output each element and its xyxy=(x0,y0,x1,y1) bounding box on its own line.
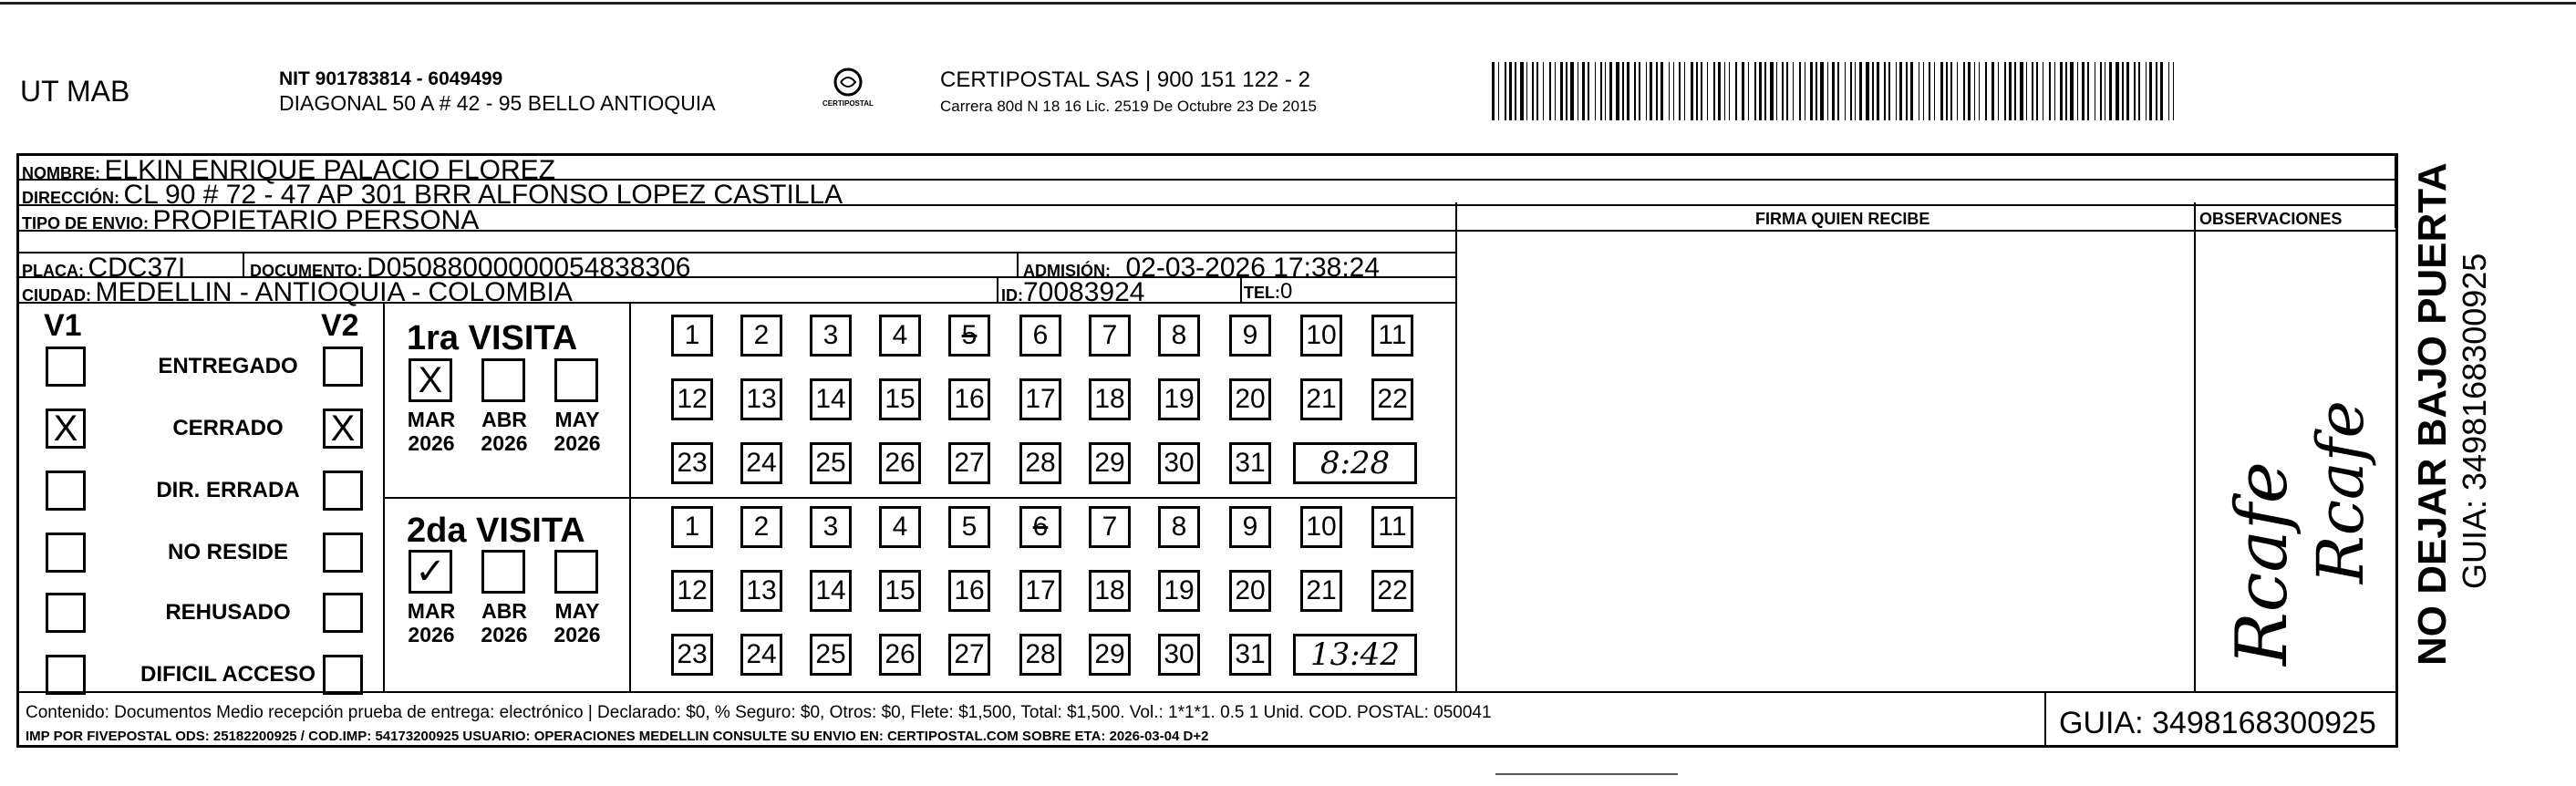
company-name: UT MAB xyxy=(20,75,130,108)
barcode-bar xyxy=(2070,62,2074,120)
barcode-bar xyxy=(1669,62,1670,120)
barcode-bar xyxy=(1536,62,1538,120)
day-box[interactable]: 24 xyxy=(740,634,782,676)
firma-label: FIRMA QUIEN RECIBE xyxy=(1755,210,1930,228)
v1-checkbox[interactable] xyxy=(46,471,86,511)
day-box[interactable]: 1 xyxy=(671,506,713,548)
id-value: 70083924 xyxy=(1023,277,1145,307)
barcode-bar xyxy=(1906,62,1908,120)
barcode-bar xyxy=(1724,62,1725,120)
handwritten-observation-1: Rcafe xyxy=(2221,461,2303,666)
barcode-bar xyxy=(2082,62,2085,120)
barcode-bar xyxy=(1498,62,1499,120)
barcode-bar xyxy=(1910,62,1913,120)
barcode-bar xyxy=(1770,62,1774,120)
barcode-bar xyxy=(1505,62,1506,120)
status-label: REHUSADO xyxy=(165,600,291,625)
barcode-bar xyxy=(1566,62,1567,120)
barcode-bar xyxy=(1888,62,1890,120)
barcode-bar xyxy=(1793,62,1794,120)
barcode-bar xyxy=(2054,62,2055,120)
day-box[interactable]: 31 xyxy=(1229,442,1271,484)
month-year: 2026 xyxy=(408,623,455,647)
visit-separator xyxy=(383,497,1455,499)
ciudad-label: CIUDAD: xyxy=(22,286,91,305)
month-checkbox[interactable]: X xyxy=(409,358,452,402)
day-box[interactable]: 9 xyxy=(1229,506,1271,548)
day-box[interactable]: 13 xyxy=(740,570,782,612)
barcode-bar xyxy=(1974,62,1975,120)
barcode-bar xyxy=(1609,62,1612,120)
day-box[interactable]: 30 xyxy=(1158,442,1200,484)
nombre-value: ELKIN ENRIQUE PALACIO FLOREZ xyxy=(104,155,556,185)
month-name: MAY xyxy=(554,599,600,623)
certipostal-logo xyxy=(821,66,875,115)
day-box[interactable]: 18 xyxy=(1089,570,1131,612)
barcode-bar xyxy=(1786,62,1788,120)
direccion-label: DIRECCIÓN: xyxy=(22,189,119,207)
day-box[interactable]: 30 xyxy=(1158,634,1200,676)
barcode-bar xyxy=(1679,62,1681,120)
id-label: ID: xyxy=(1001,286,1023,305)
day-box[interactable]: 28 xyxy=(1019,634,1061,676)
month-year: 2026 xyxy=(408,431,455,456)
id-field xyxy=(1001,279,1144,306)
footer-guia: GUIA: 3498168300925 xyxy=(2059,706,2376,740)
month-checkbox[interactable] xyxy=(554,550,598,594)
status-label: ENTREGADO xyxy=(158,354,298,378)
handwritten-observation-2: Rcafe xyxy=(2303,400,2378,584)
row-line xyxy=(16,691,2398,693)
barcode-bar xyxy=(1622,62,1624,120)
day-box[interactable]: 22 xyxy=(1371,570,1413,612)
barcode-bar xyxy=(1754,62,1756,120)
day-box[interactable]: 13 xyxy=(740,378,782,420)
barcode-bar xyxy=(1837,62,1839,120)
day-box[interactable]: 25 xyxy=(810,442,852,484)
v1-label: V1 xyxy=(44,308,82,343)
barcode-bar xyxy=(1820,62,1824,120)
day-box[interactable]: 12 xyxy=(671,570,713,612)
barcode-bar xyxy=(1759,62,1762,120)
month-name: MAY xyxy=(554,408,600,431)
day-box[interactable]: 4 xyxy=(879,315,921,357)
barcode-bar xyxy=(1696,62,1698,120)
day-box[interactable]: 16 xyxy=(948,378,990,420)
v2-checkbox[interactable] xyxy=(323,593,363,633)
barcode-bar xyxy=(2077,62,2078,120)
barcode-bar xyxy=(1673,62,1674,120)
barcode-bar xyxy=(2032,62,2033,120)
barcode-bar xyxy=(1872,62,1874,120)
day-box[interactable]: 11 xyxy=(1371,506,1413,548)
barcode-bar xyxy=(2100,62,2102,120)
barcode-bar xyxy=(1701,62,1702,120)
day-box[interactable]: 6 xyxy=(1019,315,1061,357)
month-checkbox[interactable] xyxy=(481,550,525,594)
barcode-bar xyxy=(1634,62,1636,120)
documento-value: D05088000000054838306 xyxy=(367,253,691,283)
v2-checkbox[interactable] xyxy=(323,471,363,511)
footer-line1: Contenido: Documentos Medio recepción prueba de entrega: electrónico | Declarado: $0, % Seguro: $0, Otros: $0, Flete: $1,500, Total: $1,500. Vol.: 1*1*1. 0.5 1 Unid. COD. POSTAL: 050041 xyxy=(26,703,1492,722)
v1-checkbox[interactable] xyxy=(46,346,86,387)
barcode-bar xyxy=(2049,62,2051,120)
day-box[interactable]: 3 xyxy=(810,315,852,357)
barcode-bar xyxy=(1845,62,1846,120)
day-box[interactable]: 10 xyxy=(1300,506,1342,548)
barcode-bar xyxy=(2138,62,2140,120)
barcode-bar xyxy=(1492,62,1495,120)
certipostal-line2: Carrera 80d N 18 16 Lic. 2519 De Octubre 23 De 2015 xyxy=(940,98,1317,115)
col-line xyxy=(2044,691,2046,748)
barcode-bar xyxy=(1616,62,1619,120)
barcode-bar xyxy=(2026,62,2027,120)
barcode-bar xyxy=(1509,62,1512,120)
logo-text: CERTIPOSTAL xyxy=(822,99,874,108)
day-box[interactable]: 26 xyxy=(879,442,921,484)
nombre-label: NOMBRE: xyxy=(22,164,100,182)
day-box[interactable]: 1 xyxy=(671,315,713,357)
tipo-label: TIPO DE ENVIO: xyxy=(22,214,150,233)
month-label xyxy=(545,599,609,647)
barcode-bar xyxy=(1735,62,1737,120)
v1-checkbox[interactable] xyxy=(46,533,86,573)
barcode-bar xyxy=(1884,62,1886,120)
day-box[interactable]: 7 xyxy=(1089,315,1131,357)
month-year: 2026 xyxy=(553,623,601,647)
ciudad-value: MEDELLIN - ANTIOQUIA - COLOMBIA xyxy=(95,277,573,307)
month-checkbox[interactable]: ✓ xyxy=(409,550,452,594)
barcode-bar xyxy=(1588,62,1589,120)
barcode-bar xyxy=(1940,62,1943,120)
col-line xyxy=(2395,153,2396,228)
barcode-bar xyxy=(1605,62,1606,120)
handwritten-time-box[interactable]: 8:28 xyxy=(1293,442,1417,484)
day-box[interactable]: 17 xyxy=(1019,570,1061,612)
barcode-bar xyxy=(1742,62,1744,120)
side-guia: GUIA: 3498168300925 xyxy=(2456,253,2493,589)
v1-checkbox[interactable]: X xyxy=(46,409,86,449)
month-checkbox[interactable] xyxy=(481,358,525,402)
placa-value: CDC37I xyxy=(88,253,186,283)
barcode-bar xyxy=(1896,62,1897,120)
barcode-bar xyxy=(1582,62,1585,120)
day-box[interactable]: 31 xyxy=(1229,634,1271,676)
month-label xyxy=(472,599,536,647)
barcode-bar xyxy=(1985,62,1987,120)
day-box[interactable]: 23 xyxy=(671,634,713,676)
observaciones-label: OBSERVACIONES xyxy=(2199,210,2343,228)
day-box[interactable]: 2 xyxy=(740,506,782,548)
barcode-bar xyxy=(2009,62,2012,120)
day-box[interactable]: 8 xyxy=(1158,506,1200,548)
barcode-bar xyxy=(2014,62,2016,120)
barcode-bar xyxy=(2087,62,2089,120)
month-label xyxy=(399,408,463,456)
v2-checkbox[interactable] xyxy=(323,346,363,387)
barcode-bar xyxy=(1555,62,1556,120)
month-name: MAR xyxy=(407,408,456,431)
barcode-bar xyxy=(1850,62,1852,120)
barcode-bar xyxy=(1595,62,1596,120)
barcode-bar xyxy=(1946,62,1948,120)
barcode-bar xyxy=(1877,62,1879,120)
day-box[interactable]: 25 xyxy=(810,634,852,676)
barcode-bar xyxy=(1827,62,1828,120)
certipostal-line1: CERTIPOSTAL SAS | 900 151 122 - 2 xyxy=(940,67,1310,92)
month-name: ABR xyxy=(481,408,527,431)
day-box[interactable]: 9 xyxy=(1229,315,1271,357)
barcode-bar xyxy=(1656,62,1658,120)
barcode-bar xyxy=(2160,62,2163,120)
barcode-bar xyxy=(1713,62,1715,120)
barcode-bar xyxy=(2168,62,2169,120)
barcode xyxy=(1492,62,2178,120)
ciudad-field xyxy=(22,279,573,306)
barcode-bar xyxy=(1520,62,1524,120)
tel-value: 0 xyxy=(1280,279,1293,304)
barcode-bar xyxy=(1810,62,1813,120)
month-year: 2026 xyxy=(481,623,528,647)
footer-line2: IMP POR FIVEPOSTAL ODS: 25182200925 / COD.IMP: 54173200925 USUARIO: OPERACIONES MEDELLIN CONSULTE SU ENVIO EN: CERTIPOSTAL.COM SOBRE ETA: 2026-03-04 D+2 xyxy=(26,729,1209,744)
day-box[interactable]: 21 xyxy=(1300,378,1342,420)
barcode-bar xyxy=(1866,62,1869,120)
month-name: ABR xyxy=(481,599,527,623)
barcode-bar xyxy=(1855,62,1856,120)
barcode-bar xyxy=(2146,62,2147,120)
col-line xyxy=(243,252,244,276)
scan-edge xyxy=(0,2,2576,5)
day-box[interactable]: 19 xyxy=(1158,570,1200,612)
v1-checkbox[interactable] xyxy=(46,655,86,695)
barcode-bar xyxy=(1600,62,1602,120)
barcode-bar xyxy=(1816,62,1817,120)
barcode-bar xyxy=(1923,62,1924,120)
visit2-title: 2da VISITA xyxy=(407,512,585,550)
month-label xyxy=(399,599,463,647)
barcode-bar xyxy=(1859,62,1862,120)
day-box[interactable]: 3 xyxy=(810,506,852,548)
day-box[interactable]: 14 xyxy=(810,570,852,612)
barcode-bar xyxy=(2020,62,2023,120)
barcode-bar xyxy=(1646,62,1647,120)
barcode-bar xyxy=(1570,62,1574,120)
scan-edge-bottom xyxy=(1495,773,1678,775)
month-year: 2026 xyxy=(553,431,601,456)
day-box[interactable]: 27 xyxy=(948,442,990,484)
barcode-bar xyxy=(1639,62,1640,120)
tel-field xyxy=(1244,281,1292,303)
day-box[interactable]: 18 xyxy=(1089,378,1131,420)
barcode-bar xyxy=(1776,62,1777,120)
barcode-bar xyxy=(1929,62,1930,120)
barcode-bar xyxy=(1832,62,1835,120)
v2-label: V2 xyxy=(321,308,359,343)
month-year: 2026 xyxy=(481,431,528,456)
barcode-bar xyxy=(2116,62,2119,120)
day-box[interactable]: 7 xyxy=(1089,506,1131,548)
address-line: DIAGONAL 50 A # 42 - 95 BELLO ANTIOQUIA xyxy=(279,91,716,115)
day-box[interactable]: 11 xyxy=(1371,315,1413,357)
tipo-row xyxy=(22,207,479,234)
barcode-bar xyxy=(2156,62,2157,120)
day-box[interactable]: 20 xyxy=(1229,378,1271,420)
barcode-bar xyxy=(1515,62,1516,120)
placa-label: PLACA: xyxy=(22,262,84,280)
day-box[interactable]: 4 xyxy=(879,506,921,548)
barcode-bar xyxy=(1968,62,1971,120)
barcode-bar xyxy=(1998,62,1999,120)
tipo-value: PROPIETARIO PERSONA xyxy=(152,205,480,235)
day-box[interactable]: 27 xyxy=(948,634,990,676)
day-box[interactable]: 24 xyxy=(740,442,782,484)
barcode-bar xyxy=(1782,62,1784,120)
barcode-bar xyxy=(2126,62,2129,120)
barcode-bar xyxy=(2134,62,2136,120)
day-box[interactable]: 21 xyxy=(1300,570,1342,612)
barcode-bar xyxy=(1549,62,1551,120)
status-label: NO RESIDE xyxy=(167,540,289,564)
tel-label: TEL: xyxy=(1244,284,1280,302)
day-box[interactable]: 5 xyxy=(948,506,990,548)
barcode-bar xyxy=(1799,62,1801,120)
month-label xyxy=(472,408,536,456)
barcode-bar xyxy=(2122,62,2124,120)
day-box[interactable]: 16 xyxy=(948,570,990,612)
day-box[interactable]: 15 xyxy=(879,378,921,420)
month-label xyxy=(545,408,609,456)
barcode-bar xyxy=(2173,62,2174,120)
day-box-crossed[interactable]: 5 xyxy=(948,315,990,357)
month-checkbox[interactable] xyxy=(554,358,598,402)
nit-line: NIT 901783814 - 6049499 xyxy=(279,68,503,89)
barcode-bar xyxy=(1748,62,1749,120)
no-dejar-bajo-puerta: NO DEJAR BAJO PUERTA xyxy=(2410,162,2455,666)
day-box[interactable]: 10 xyxy=(1300,315,1342,357)
col-line xyxy=(1017,252,1019,276)
barcode-bar xyxy=(1650,62,1652,120)
v2-checkbox[interactable]: X xyxy=(323,409,363,449)
day-box[interactable]: 28 xyxy=(1019,442,1061,484)
barcode-bar xyxy=(1991,62,1994,120)
barcode-bar xyxy=(2060,62,2063,120)
day-box[interactable]: 15 xyxy=(879,570,921,612)
barcode-bar xyxy=(2004,62,2006,120)
handwritten-time-box[interactable]: 13:42 xyxy=(1293,634,1417,676)
day-box[interactable]: 23 xyxy=(671,442,713,484)
day-box[interactable]: 12 xyxy=(671,378,713,420)
barcode-bar xyxy=(2036,62,2038,120)
admision-label: ADMISIÓN: xyxy=(1023,262,1111,280)
day-box-crossed[interactable]: 6 xyxy=(1019,506,1061,548)
v2-checkbox[interactable] xyxy=(323,533,363,573)
barcode-bar xyxy=(1532,62,1534,120)
visit1-title: 1ra VISITA xyxy=(407,319,578,357)
barcode-bar xyxy=(1543,62,1544,120)
col-line xyxy=(997,276,998,302)
barcode-bar xyxy=(1627,62,1629,120)
barcode-bar xyxy=(1684,62,1685,120)
day-box[interactable]: 8 xyxy=(1158,315,1200,357)
v2-checkbox[interactable] xyxy=(323,655,363,695)
barcode-bar xyxy=(1963,62,1965,120)
day-box[interactable]: 14 xyxy=(810,378,852,420)
barcode-bar xyxy=(2065,62,2067,120)
col-line xyxy=(2194,202,2196,691)
barcode-bar xyxy=(1950,62,1952,120)
barcode-bar xyxy=(1660,62,1663,120)
month-name: MAR xyxy=(407,599,456,623)
direccion-value: CL 90 # 72 - 47 AP 301 BRR ALFONSO LOPEZ CASTILLA xyxy=(123,180,843,210)
day-box[interactable]: 29 xyxy=(1089,634,1131,676)
barcode-bar xyxy=(1764,62,1766,120)
day-box[interactable]: 19 xyxy=(1158,378,1200,420)
v1-checkbox[interactable] xyxy=(46,593,86,633)
day-box[interactable]: 22 xyxy=(1371,378,1413,420)
day-box[interactable]: 29 xyxy=(1089,442,1131,484)
barcode-bar xyxy=(1718,62,1721,120)
barcode-bar xyxy=(1560,62,1563,120)
form-frame xyxy=(16,153,2398,748)
barcode-bar xyxy=(1707,62,1708,120)
barcode-bar xyxy=(1979,62,1980,120)
status-label: CERRADO xyxy=(172,416,284,440)
barcode-bar xyxy=(1957,62,1958,120)
barcode-bar xyxy=(1934,62,1935,120)
barcode-bar xyxy=(1526,62,1527,120)
status-label: DIFICIL ACCESO xyxy=(140,662,316,687)
day-box[interactable]: 26 xyxy=(879,634,921,676)
documento-label: DOCUMENTO: xyxy=(250,262,363,280)
day-box[interactable]: 17 xyxy=(1019,378,1061,420)
barcode-bar xyxy=(2149,62,2152,120)
barcode-bar xyxy=(1899,62,1902,120)
day-box[interactable]: 2 xyxy=(740,315,782,357)
col-line xyxy=(1455,202,1457,691)
barcode-bar xyxy=(2109,62,2112,120)
admision-value: 02-03-2026 17:38:24 xyxy=(1125,253,1381,283)
day-box[interactable]: 20 xyxy=(1229,570,1271,612)
barcode-bar xyxy=(1729,62,1730,120)
barcode-bar xyxy=(1691,62,1693,120)
status-label: DIR. ERRADA xyxy=(156,478,300,502)
